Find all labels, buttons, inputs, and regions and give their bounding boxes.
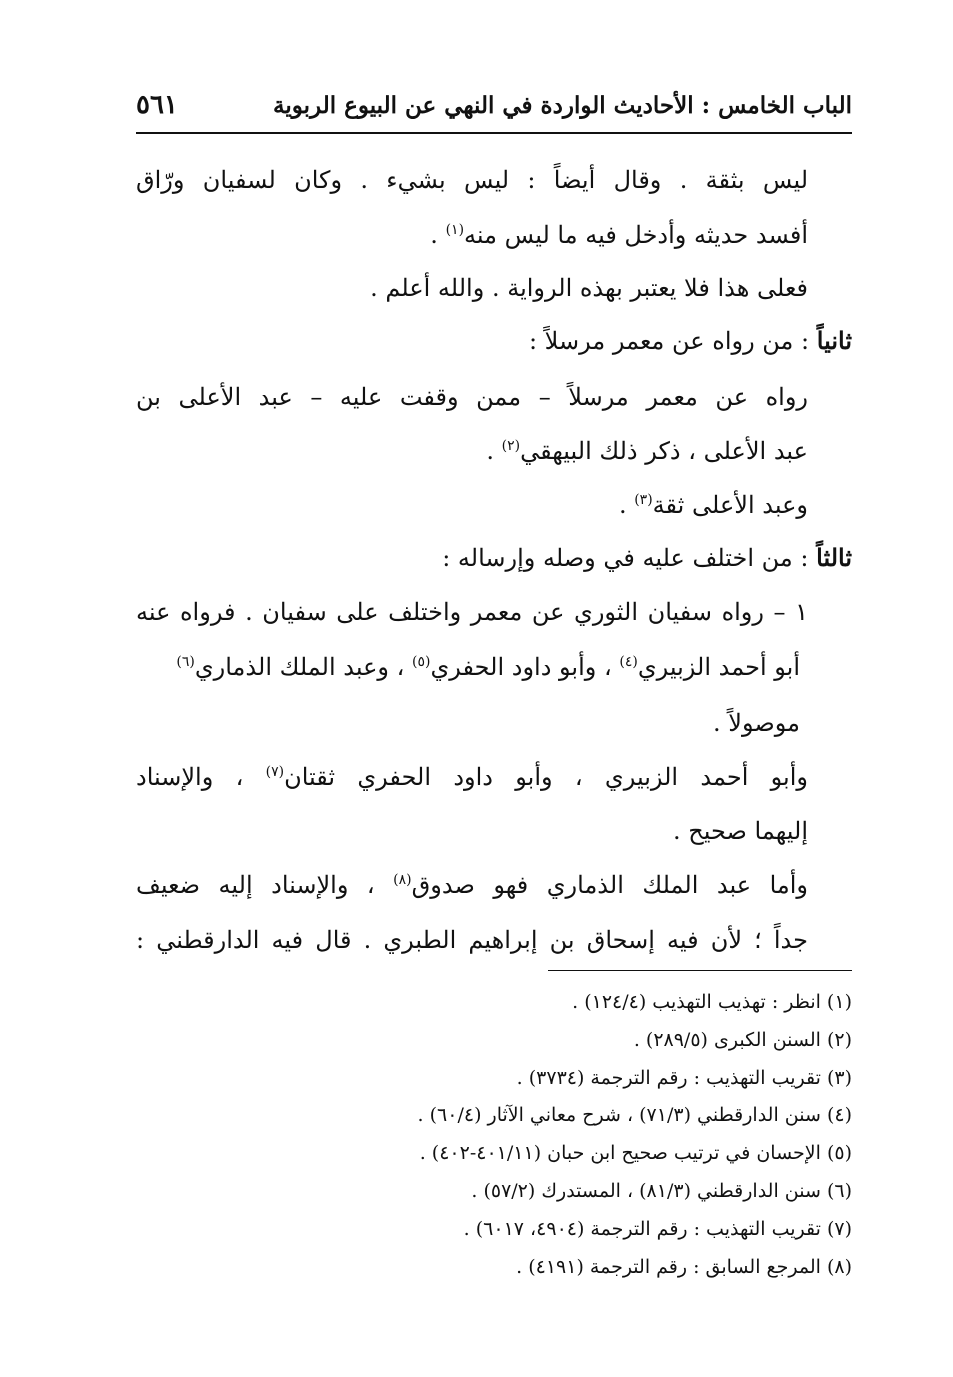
footnote-8: (٨) المرجع السابق : رقم الترجمة (٤١٩١) . xyxy=(516,1256,852,1278)
footnote-ref-6[interactable]: (٦) xyxy=(176,654,195,670)
text-line-13: إليهما صحيح . xyxy=(673,817,808,845)
text-line-3: فعلى هذا فلا يعتبر بهذه الرواية . والله أعلم . xyxy=(370,274,808,302)
heading-label: ثانياً xyxy=(816,326,852,355)
footnote-5: (٥) الإحسان في ترتيب صحيح ابن حبان (٤٠١/١١-٤٠٢) . xyxy=(419,1142,852,1164)
text-line-15: جداً ؛ لأن فيه إسحاق بن إبراهيم الطبري . قال فيه الدارقطني : xyxy=(136,926,808,954)
footnote-ref-5[interactable]: (٥) xyxy=(412,654,431,670)
section-heading-second: ثانياً : من رواه عن معمر مرسلاً : xyxy=(528,326,852,355)
text-line-12: وأبو أحمد الزبيري ، وأبو داود الحفري ثقتان$^{(٧)}$ ، والإسناد xyxy=(136,763,808,791)
footnote-ref-8[interactable]: (٨) xyxy=(393,872,412,888)
page-number: ٥٦١ xyxy=(136,90,178,120)
text-line-1: ليس بثقة . وقال أيضاً : ليس بشيء . وكان لسفيان ورّاق xyxy=(136,166,808,194)
text-line-7: وعبد الأعلى ثقة$^{(٣)}$ . xyxy=(618,491,808,519)
text-line-11: موصولاً . xyxy=(713,709,800,737)
footnote-1: (١) انظر : تهذيب التهذيب (١٢٤/٤) . xyxy=(572,991,852,1013)
footnote-separator xyxy=(548,970,852,971)
text-line-6: عبد الأعلى ، ذكر ذلك البيهقي$^{(٢)}$ . xyxy=(486,437,808,465)
footnote-7: (٧) تقريب التهذيب : رقم الترجمة (٤٩٠٤، ٦٠١٧) . xyxy=(463,1218,852,1240)
header-rule xyxy=(136,132,852,134)
text-line-14: وأما عبد الملك الذماري فهو صدوق$^{(٨)}$ ، والإسناد إليه ضعيف xyxy=(136,871,808,899)
footnote-ref-7[interactable]: (٧) xyxy=(265,764,285,780)
text-line-9: ١ – رواه سفيان الثوري عن معمر واختلف على سفيان . فرواه عنه xyxy=(136,598,808,626)
footnote-4: (٤) سنن الدارقطني (٧١/٣) ، شرح معاني الآثار (٦٠/٤) . xyxy=(417,1104,852,1126)
footnote-ref-1[interactable]: (١) xyxy=(445,222,465,238)
text-line-5: رواه عن معمر مرسلاً – ممن وقفت عليه – عبد الأعلى بن xyxy=(136,383,808,411)
heading-label: ثالثاً xyxy=(816,543,852,572)
text-line-2: أفسد حديثه وأدخل فيه ما ليس منه$^{(١)}$ . xyxy=(430,221,808,249)
footnote-ref-4[interactable]: (٤) xyxy=(619,654,638,670)
footnote-ref-2[interactable]: (٢) xyxy=(501,438,521,454)
running-header xyxy=(136,88,852,128)
footnote-6: (٦) سنن الدارقطني (٨١/٣) ، المستدرك (٥٧/٢) . xyxy=(471,1180,852,1202)
section-heading-third: ثالثاً : من اختلف عليه في وصله وإرساله : xyxy=(442,543,852,572)
chapter-title: الباب الخامس : الأحاديث الواردة في النهي عن البيوع الربوية xyxy=(273,92,852,119)
text-line-10: أبو أحمد الزبيري$^{(٤)}$ ، وأبو داود الحفري$^{(٥)}$ ، وعبد الملك الذماري$^{(٦)}$ xyxy=(176,653,800,681)
footnote-3: (٣) تقريب التهذيب : رقم الترجمة (٣٧٣٤) . xyxy=(516,1067,852,1089)
footnote-ref-3[interactable]: (٣) xyxy=(634,492,653,508)
footnote-2: (٢) السنن الكبرى (٢٨٩/٥) . xyxy=(633,1029,852,1051)
